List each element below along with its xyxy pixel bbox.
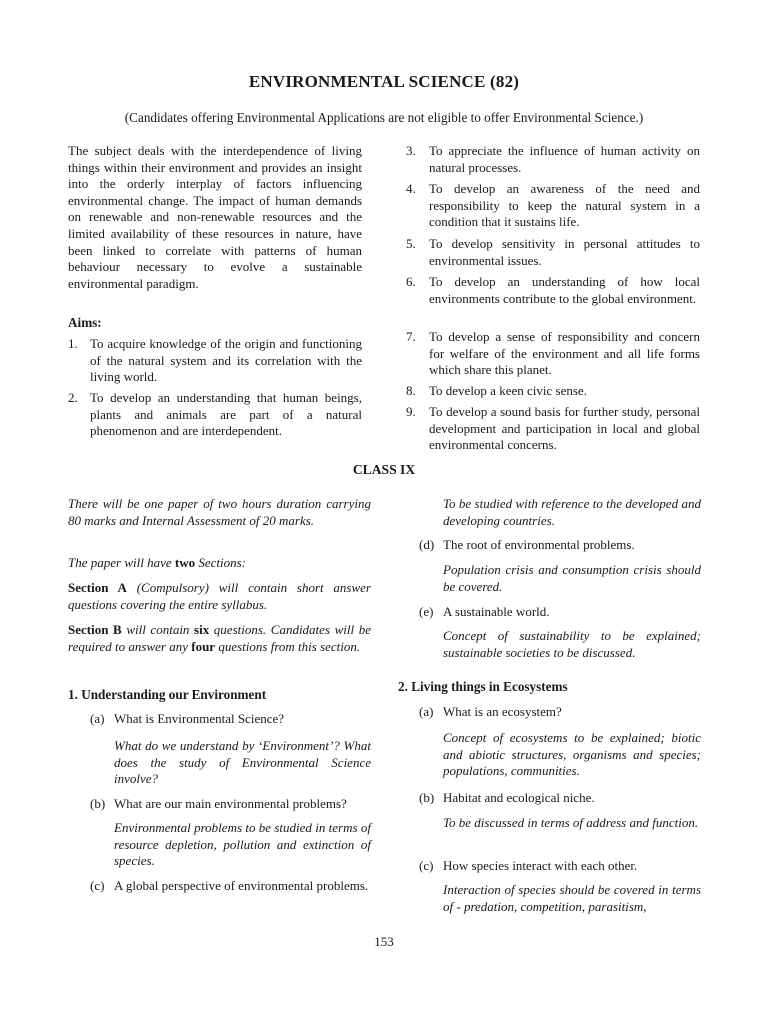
section-b-label: Section B	[68, 622, 122, 637]
item-label: (b)	[90, 796, 106, 811]
aims-heading: Aims:	[68, 315, 102, 330]
section-b-text: will contain	[121, 622, 195, 637]
section-1-item-e	[419, 604, 701, 621]
section-1-note-d: Population crisis and consumption crisis should be covered.	[443, 562, 701, 594]
aim-number: 3.	[406, 143, 416, 158]
class-heading: CLASS IX	[352, 462, 416, 477]
aim-number: 7.	[406, 329, 416, 344]
aim-text: To acquire knowledge of the origin and functioning of the natural system and its correlation with the living world.	[90, 336, 362, 385]
aim-number: 9.	[406, 404, 416, 419]
sections-paragraph	[68, 555, 371, 572]
section-1-note-c: To be studied with reference to the developed and developing countries.	[443, 496, 701, 528]
aim-text: To develop a sense of responsibility and concern for welfare of the environment and all life forms which share this planet.	[429, 329, 700, 378]
sections-count: two	[174, 555, 196, 570]
section-b-text: questions. Candidates will be required to answer any	[68, 622, 371, 654]
page-title: ENVIRONMENTAL SCIENCE (82)	[248, 72, 520, 91]
item-text: A sustainable world.	[443, 604, 550, 619]
item-text: What is an ecosystem?	[443, 704, 562, 719]
aim-number: 5.	[406, 236, 416, 251]
section-1-item-b	[90, 796, 372, 813]
item-label: (e)	[419, 604, 434, 619]
section-a-label: Section A	[68, 580, 127, 595]
section-1-item-a	[90, 711, 372, 728]
section-1-note-e: Concept of sustainability to be explained; sustainable societies to be discussed.	[443, 628, 701, 660]
item-text: What is Environmental Science?	[114, 711, 285, 726]
item-text: Habitat and ecological niche.	[443, 790, 595, 805]
item-label: (c)	[419, 858, 434, 873]
item-label: (b)	[419, 790, 435, 805]
section-2-item-a	[419, 704, 701, 721]
aim-item	[406, 383, 700, 400]
aim-item	[406, 143, 700, 176]
aim-item	[406, 329, 700, 379]
aim-text: To develop an understanding of how local environments contribute to the global environment.	[429, 274, 700, 306]
aim-text: To develop sensitivity in personal attitudes to environmental issues.	[429, 236, 700, 268]
sections-text: The paper will have	[68, 555, 175, 570]
section-b-count: six	[194, 622, 210, 637]
section-b-paragraph	[68, 622, 371, 655]
section-2-item-b	[419, 790, 701, 807]
section-1-note-a: What do we understand by ‘Environment’? What does the study of Environmental Science involve?	[114, 738, 371, 787]
aim-number: 4.	[406, 181, 416, 196]
aim-item	[406, 404, 700, 454]
item-text: How species interact with each other.	[443, 858, 638, 873]
aim-number: 6.	[406, 274, 416, 289]
item-label: (a)	[90, 711, 105, 726]
aim-item	[406, 274, 700, 307]
item-label: (c)	[90, 878, 105, 893]
section-1-note-b: Environmental problems to be studied in terms of resource depletion, pollution and extinction of species.	[114, 820, 371, 869]
item-label: (a)	[419, 704, 434, 719]
intro-paragraph: The subject deals with the interdependence of living things within their environment and provides an insight into the orderly interplay of factors influencing environmental change. The impact of human demands on renewable and non-renewable resources and the limited availability of these resources in nature, have been linked to correlate with patterns of human behaviour necessary to evolve a sustainable environmental paradigm.	[68, 143, 362, 291]
aim-text: To develop a sound basis for further study, personal development and participation in local and global environmental concerns.	[429, 404, 700, 453]
section-b-answer-count: four	[191, 638, 216, 654]
section-a-paragraph	[68, 580, 371, 613]
aim-text: To appreciate the influence of human activity on natural processes.	[429, 143, 700, 175]
aim-text: To develop a keen civic sense.	[429, 383, 587, 398]
section-a-text: (Compulsory) will contain short answer questions covering the entire syllabus.	[68, 580, 371, 612]
section-2-note-a: Concept of ecosystems to be explained; biotic and abiotic structures, organisms and species; populations, communities.	[443, 730, 701, 779]
item-text: The root of environmental problems.	[443, 537, 635, 552]
section-2-heading: 2. Living things in Ecosystems	[398, 679, 568, 694]
aim-text: To develop an awareness of the need and responsibility to keep the natural system in a condition that it sustains life.	[429, 181, 700, 230]
aim-item	[68, 390, 362, 440]
section-2-item-c	[419, 858, 701, 875]
aim-number: 1.	[68, 336, 78, 351]
aim-text: To develop an understanding that human beings, plants and animals are part of a natural phenomenon and are interdependent.	[90, 390, 362, 439]
aim-item	[406, 181, 700, 231]
aim-number: 8.	[406, 383, 416, 398]
section-1-item-d	[419, 537, 701, 554]
page-number: 153	[374, 934, 394, 949]
item-label: (d)	[419, 537, 435, 552]
sections-text: Sections:	[195, 555, 247, 570]
aim-number: 2.	[68, 390, 78, 405]
exam-info-paragraph: There will be one paper of two hours duration carrying 80 marks and Internal Assessment of 20 marks.	[68, 496, 371, 528]
item-text: A global perspective of environmental problems.	[114, 878, 369, 893]
page-subtitle: (Candidates offering Environmental Applications are not eligible to offer Environmental Science.)	[124, 110, 644, 125]
section-1-item-c	[90, 878, 372, 895]
aim-item	[406, 236, 700, 269]
section-2-note-c: Interaction of species should be covered in terms of - predation, competition, parasitism,	[443, 882, 701, 914]
item-text: What are our main environmental problems?	[114, 796, 347, 811]
section-1-heading: 1. Understanding our Environment	[68, 687, 267, 702]
section-2-note-b: To be discussed in terms of address and function.	[443, 815, 699, 830]
section-b-text: questions from this section.	[215, 638, 361, 654]
aim-item	[68, 336, 362, 386]
